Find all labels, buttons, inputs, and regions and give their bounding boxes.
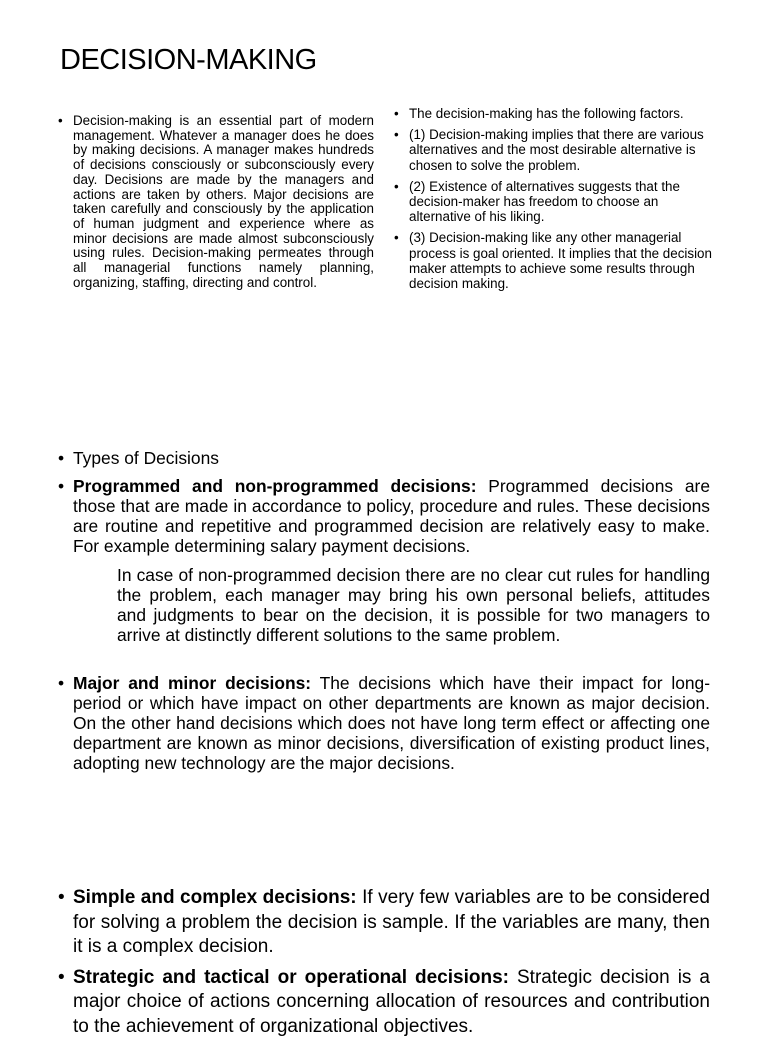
programmed-text: Programmed decisions are those that are made in accordance to policy, procedure and rules. These decisions are routine and repetitive and programmed decision are relatively easy to make. For example determining salary payment decisions. xyxy=(73,476,710,556)
simple-complex-text: If very few variables are to be considered for solving a problem the decision is sample. If the variables are many, then it is a complex decision. xyxy=(73,887,710,957)
major-minor-term: Major and minor decisions: xyxy=(73,673,312,693)
strategic-item xyxy=(56,966,710,1040)
strategic-term: Strategic and tactical or operational decisions: xyxy=(73,966,509,988)
programmed-term: Programmed and non-programmed decisions: xyxy=(73,476,477,496)
page-title: DECISION-MAKING xyxy=(60,44,317,76)
major-minor-section xyxy=(56,673,710,781)
major-minor-text: The decisions which have their impact for long-period or which have impact on other departments are known as major decision. On the other hand decisions which does not have long term effect or affecting one department are known as minor decisions, diversification of existing product lines, adopting new technology are the major decisions. xyxy=(73,673,710,773)
decision-kinds-section xyxy=(56,886,710,1045)
factor-item: • (2) Existence of alternatives suggests that the decision-maker has freedom to choose an alternative of his liking. xyxy=(392,179,712,225)
programmed-item xyxy=(56,476,710,556)
major-minor-item xyxy=(56,673,710,773)
left-paragraph: • Decision-making is an essential part of modern management. Whatever a manager does he does by making decisions. A manager makes hundreds of decisions consciously or subconsciously every day. Decisions are made by the managers and actions are taken by others. Major decisions are taken carefully and consciously by the application of human judgment and experience where as minor decisions are made almost subconsciously using rules. Decision-making permeates through all managerial functions namely planning, organizing, staffing, directing and control. xyxy=(56,114,374,290)
factor-item: • The decision-making has the following factors. xyxy=(392,106,712,121)
strategic-text: Strategic decision is a major choice of actions concerning allocation of resources and contribution to the achievement of organizational objectives. xyxy=(73,966,710,1037)
non-programmed-paragraph: In case of non-programmed decision there are no clear cut rules for handling the problem, each manager may bring his own personal beliefs, attitudes and judgments to bear on the decision, it is possible for two managers to arrive at distinctly different solutions to the same problem. xyxy=(117,565,710,645)
simple-complex-term: Simple and complex decisions: xyxy=(73,887,357,908)
left-column xyxy=(56,114,374,290)
right-column xyxy=(392,106,712,297)
types-section xyxy=(56,448,710,564)
factor-item: • (1) Decision-making implies that there are various alternatives and the most desirable alternative is chosen to solve the problem. xyxy=(392,127,712,173)
simple-complex-item xyxy=(56,886,710,960)
factor-item: • (3) Decision-making like any other managerial process is goal oriented. It implies that the decision maker attempts to achieve some results through decision making. xyxy=(392,230,712,291)
types-heading: • Types of Decisions xyxy=(56,448,710,468)
